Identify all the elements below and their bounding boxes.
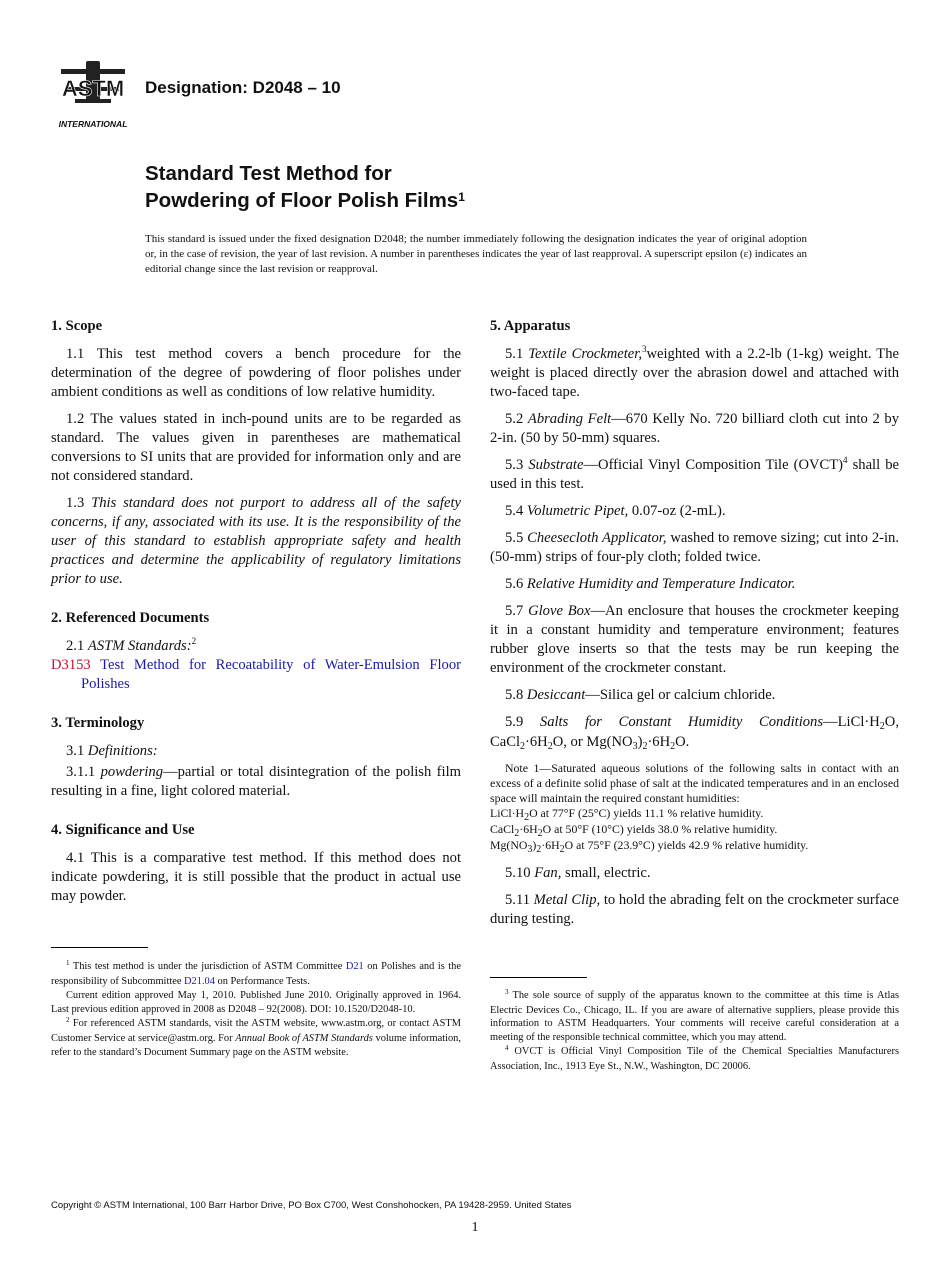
- footnote-1-edition: Current edition approved May 1, 2010. Published June 2010. Originally approved in 1964. Last previous edition approved in 2008 as D2048 – 92(2008). DOI: 10.1520/D2048-10.: [51, 990, 461, 1015]
- scope-1-1: 1.1 This test method covers a bench procedure for the determination of the degree of powdering of floor polishes under ambient conditions as well as conditions of low relative humidity.: [51, 346, 461, 400]
- apparatus-5-7-text: —An enclosure that houses the crockmeter keeping it in a constant humidity and temperature environment; features rubber glove inserts so that the tests may be run keeping the environment of the crockmeter constant.: [490, 603, 899, 676]
- ref-d3153[interactable]: [51, 656, 461, 694]
- scope-1-3: [51, 494, 461, 589]
- footnote-2-mark: 2: [66, 1016, 70, 1025]
- footnote-3: [490, 989, 899, 1044]
- footnote-4-text: OVCT is Official Vinyl Composition Tile of the Chemical Specialties Manufacturers Association, Inc., 1913 Eye St., N.W., Washington, DC 20006.: [490, 1046, 899, 1072]
- apparatus-5-4-text: 0.07-oz (2-mL).: [628, 503, 726, 519]
- right-column: [490, 317, 899, 937]
- apparatus-5-5: [490, 529, 899, 567]
- significance-4-1: 4.1 This is a comparative test method. If this method does not indicate powdering, it is still possible that the product in actual use may powder.: [51, 850, 461, 904]
- refdocs-2-1: [51, 637, 461, 656]
- footnote-1-a: This test method is under the jurisdiction of ASTM Committee: [72, 961, 346, 972]
- apparatus-5-11-num: 5.11: [505, 892, 530, 908]
- footnote-1-mark: 1: [66, 959, 70, 967]
- footnote-rule-left: [51, 947, 148, 948]
- astm-logo: [53, 57, 133, 133]
- note-1-line-2-tail: O at 50°F (10°C) yields 38.0 % relative humidity.: [542, 822, 778, 836]
- apparatus-5-9-name: Salts for Constant Humidity Conditions: [539, 714, 824, 730]
- apparatus-5-11: [490, 891, 899, 929]
- apparatus-5-5-num: 5.5: [505, 530, 524, 546]
- apparatus-5-5-name: Cheesecloth Applicator,: [527, 530, 667, 546]
- refdocs-2-1-num: 2.1: [66, 638, 85, 654]
- apparatus-5-8: [490, 686, 899, 705]
- apparatus-5-3-text: —Official Vinyl Composition Tile (OVCT): [583, 457, 844, 473]
- footnote-2-b: volume information, refer to the standard’s Document Summary page on the ASTM website.: [51, 1032, 461, 1058]
- apparatus-5-1: [490, 345, 899, 402]
- title-footnote-mark: 1: [458, 190, 465, 204]
- footnote-3-mark: 3: [505, 988, 509, 996]
- logo-text: ASTM: [61, 76, 125, 101]
- footnote-2-a: For referenced ASTM standards, visit the ASTM website, www.astm.org, or contact ASTM Customer Service at service@astm.org. For: [51, 1018, 461, 1044]
- note-1-line-2: $CaCl_2\cdot 6H_2O$ at 50°F (10°C) yields 38.0 % relative humidity.: [490, 822, 778, 839]
- apparatus-5-11-text: to hold the abrading felt on the crockmeter surface during testing.: [490, 892, 899, 927]
- apparatus-5-11-name: Metal Clip,: [533, 892, 601, 908]
- apparatus-5-3-text2: shall be used in this test.: [490, 457, 899, 492]
- apparatus-5-9-num: 5.9: [505, 714, 524, 730]
- note-1: [490, 761, 899, 854]
- footnote-1: [51, 960, 461, 988]
- apparatus-5-8-text: —Silica gel or calcium chloride.: [585, 687, 776, 703]
- page-title: [145, 160, 465, 214]
- apparatus-heading: 5. Apparatus: [490, 318, 571, 334]
- ref-title-link[interactable]: Test Method for Recoatability of Water-Emulsion Floor Polishes: [81, 657, 461, 692]
- scope-1-2: 1.2 The values stated in inch-pound units are to be regarded as standard. The values given in parentheses are mathematical conversions to SI units that are provided for information only and are not considered standard.: [51, 411, 461, 484]
- footnote-3-text: The sole source of supply of the apparatus known to the committee at this time is Atlas Electric Devices Co., Chicago, IL. If you are aware of alternative suppliers, please provide this information to ASTM Headquarters. Your comments will receive careful consideration at a meeting of the responsible technical committee, which you may attend.: [490, 990, 899, 1043]
- apparatus-5-2-num: 5.2: [505, 411, 524, 427]
- refdocs-heading: 2. Referenced Documents: [51, 610, 210, 626]
- ref-code[interactable]: D3153: [51, 657, 91, 673]
- apparatus-5-2-name: Abrading Felt: [527, 411, 612, 427]
- apparatus-5-7-num: 5.7: [505, 603, 524, 619]
- apparatus-5-3-fn: 4: [843, 455, 848, 465]
- footnotes-left-text: [51, 960, 461, 1059]
- footnote-2: [51, 1017, 461, 1059]
- apparatus-5-9: 5.9 Salts for Constant Humidity $Conditions—LiCl\cdot H_2O$, $CaCl_2\cdot 6H_2O$, or $Mg(NO_3)_2\cdot 6H_2O$.: [490, 714, 899, 752]
- intro-paragraph: This standard is issued under the fixed designation D2048; the number immediately following the designation indicates the year of original adoption or, in the case of revision, the year of last revision. A number in parentheses indicates the year of last reapproval. A superscript epsilon (ε) indicates an editorial change since the last revision or reapproval.: [145, 233, 807, 275]
- apparatus-5-5-text: washed to remove sizing; cut into 2-in. (50-mm) strips of four-ply cloth; folded twice.: [490, 530, 899, 565]
- apparatus-5-6: [490, 575, 899, 594]
- note-1-text: [490, 761, 899, 806]
- apparatus-5-6-num: 5.6: [505, 576, 524, 592]
- term: powdering: [100, 764, 164, 780]
- footnote-2-italic: Annual Book of ASTM Standards: [235, 1032, 373, 1044]
- terminology-heading: 3. Terminology: [51, 715, 145, 731]
- left-footnotes: [51, 947, 461, 1060]
- note-1-body: —Saturated aqueous solutions of the following salts in contact with an excess of a definite solid phase of salt at the indicated temperatures and in an enclosed space will maintain the required constant humidities:: [490, 761, 899, 805]
- footnote-4-mark: 4: [505, 1044, 509, 1053]
- apparatus-5-8-num: 5.8: [505, 687, 524, 703]
- page-number: 1: [471, 1220, 479, 1235]
- apparatus-5-4-name: Volumetric Pipet,: [526, 503, 629, 519]
- footnotes-right-text: [490, 989, 899, 1074]
- apparatus-5-10: [490, 864, 899, 883]
- terminology-3-1-label: Definitions:: [87, 743, 158, 759]
- apparatus-5-4-num: 5.4: [505, 503, 524, 519]
- title-line-2-text: Powdering of Floor Polish Films: [145, 189, 459, 212]
- apparatus-5-3: [490, 456, 899, 494]
- apparatus-5-10-name: Fan,: [534, 865, 562, 881]
- committee-d21-link[interactable]: D21: [345, 961, 364, 972]
- right-footnotes: [490, 977, 899, 1075]
- footnote-1-b: on Polishes and is the responsibility of Subcommittee: [51, 961, 461, 987]
- apparatus-5-1-num: 5.1: [505, 346, 524, 362]
- note-1-label: Note 1: [505, 761, 540, 775]
- note-1-line-3: $Mg(NO_3)_2\cdot 6H_2O$ at 75°F (23.9°C) yields 42.9 % relative humidity.: [490, 838, 809, 855]
- designation: Designation: D2048 – 10: [145, 78, 341, 97]
- scope-heading: 1. Scope: [51, 318, 103, 334]
- significance-heading: 4. Significance and Use: [51, 822, 195, 838]
- footnote-1-c: on Performance Tests.: [214, 975, 310, 987]
- copyright: Copyright © ASTM International, 100 Barr Harbor Drive, PO Box C700, West Conshohocken, PA 19428-2959. United States: [51, 1200, 572, 1211]
- apparatus-5-2-text: —670 Kelly No. 720 billiard cloth cut into 2 by 2-in. (50 by 50-mm) squares.: [490, 411, 899, 446]
- terminology-3-1-1: [51, 763, 461, 801]
- terminology-3-1: [51, 742, 461, 761]
- apparatus-5-7-name: Glove Box: [528, 603, 591, 619]
- apparatus-5-1-fn: 3: [641, 344, 647, 354]
- refdocs-2-1-label: ASTM Standards:: [87, 638, 192, 654]
- footnote-4: [490, 1045, 899, 1073]
- term-definition: —partial or total disintegration of the polish film resulting in a fine, light colored material.: [51, 764, 461, 799]
- apparatus-5-1-text: weighted with a 2.2-lb (1-kg) weight. The weight is placed directly over the abrasion dowel and attached with two-faced tape.: [490, 346, 899, 400]
- apparatus-5-10-text: small, electric.: [561, 865, 651, 881]
- note-1-line-1: $LiCl\cdot H_2O$ at 77°F (25°C) yields 11.1 % relative humidity.: [490, 806, 764, 823]
- scope-1-3-text: This standard does not purport to address all of the safety concerns, if any, associated with its use. It is the responsibility of the user of this standard to establish appropriate safety and health practices and determine the applicability of regulatory limitations prior to use.: [51, 495, 461, 587]
- apparatus-5-3-num: 5.3: [505, 457, 524, 473]
- title-line-2: [145, 187, 465, 214]
- note-1-line-3-tail: O at 75°F (23.9°C) yields 42.9 % relative humidity.: [564, 838, 809, 852]
- apparatus-5-3-name: Substrate: [528, 457, 584, 473]
- scope-1-3-num: 1.3: [66, 495, 85, 511]
- subcommittee-d21-04-link[interactable]: D21.04: [184, 975, 215, 987]
- title-line-1: Standard Test Method for: [145, 162, 392, 185]
- logo-subtext: INTERNATIONAL: [58, 119, 128, 129]
- terminology-3-1-num: 3.1: [66, 743, 85, 759]
- apparatus-5-2: [490, 410, 899, 448]
- astm-logo-graphic: [53, 57, 133, 133]
- apparatus-5-10-num: 5.10: [505, 865, 531, 881]
- apparatus-5-6-name: Relative Humidity and Temperature Indicator.: [526, 576, 796, 592]
- note-1-line-1-tail: O at 77°F (25°C) yields 11.1 % relative humidity.: [529, 806, 764, 820]
- apparatus-5-7: [490, 602, 899, 678]
- footnote-rule-right: [490, 977, 587, 978]
- apparatus-5-8-name: Desiccant: [526, 687, 586, 703]
- refdocs-footnote-mark: 2: [191, 636, 197, 646]
- apparatus-5-4: [490, 502, 899, 521]
- left-column: [51, 317, 461, 914]
- term-num: 3.1.1: [66, 764, 96, 780]
- apparatus-5-1-name: Textile Crockmeter,: [528, 346, 642, 362]
